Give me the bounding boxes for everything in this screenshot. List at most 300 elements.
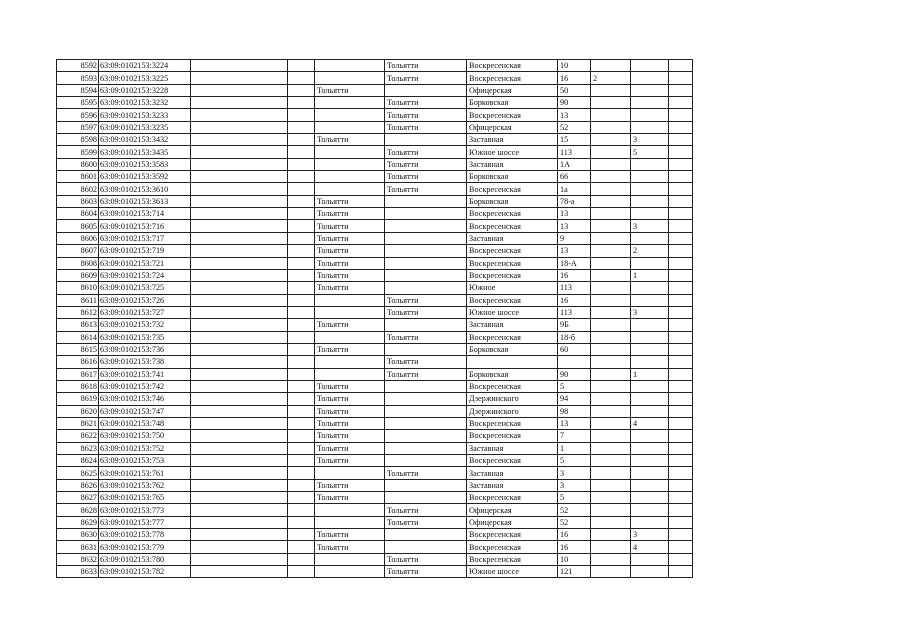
empty-cell-b — [288, 158, 315, 170]
table-row — [57, 97, 693, 109]
table-row — [57, 417, 693, 429]
apartment-cell — [631, 97, 669, 109]
city-cell-a — [315, 368, 385, 380]
city-cell-a — [315, 158, 385, 170]
apartment-cell — [631, 467, 669, 479]
street-cell: Заставная — [467, 158, 558, 170]
apartment-cell: 4 — [631, 417, 669, 429]
row-number-cell: 8621 — [57, 417, 99, 429]
cadastral-number-cell: 63:09:0102153:761 — [99, 467, 191, 479]
empty-cell-a — [191, 269, 288, 281]
apartment-cell — [631, 430, 669, 442]
empty-cell-a — [191, 232, 288, 244]
street-cell: Воскресенская — [467, 492, 558, 504]
row-number-cell: 8595 — [57, 97, 99, 109]
house-cell: 1а — [558, 183, 591, 195]
city-cell-b: Тольятти — [385, 356, 467, 368]
city-cell-b: Тольятти — [385, 146, 467, 158]
empty-cell-b — [288, 504, 315, 516]
cadastral-number-cell: 63:09:0102153:741 — [99, 368, 191, 380]
city-cell-a: Тольятти — [315, 393, 385, 405]
row-number-cell: 8620 — [57, 405, 99, 417]
empty-cell-b — [288, 331, 315, 343]
empty-cell-a — [191, 566, 288, 578]
house-cell — [558, 356, 591, 368]
building-cell — [591, 479, 631, 491]
city-cell-b — [385, 195, 467, 207]
cadastral-number-cell: 63:09:0102153:724 — [99, 269, 191, 281]
city-cell-b: Тольятти — [385, 504, 467, 516]
house-cell: 50 — [558, 84, 591, 96]
building-cell — [591, 417, 631, 429]
city-cell-a: Тольятти — [315, 380, 385, 392]
empty-cell-b — [288, 97, 315, 109]
city-cell-a — [315, 60, 385, 72]
apartment-cell: 3 — [631, 306, 669, 318]
trailing-empty-cell — [669, 430, 693, 442]
apartment-cell: 1 — [631, 269, 669, 281]
apartment-cell — [631, 442, 669, 454]
trailing-empty-cell — [669, 553, 693, 565]
city-cell-a — [315, 171, 385, 183]
building-cell — [591, 368, 631, 380]
trailing-empty-cell — [669, 343, 693, 355]
trailing-empty-cell — [669, 121, 693, 133]
cadastral-number-cell: 63:09:0102153:725 — [99, 282, 191, 294]
row-number-cell: 8597 — [57, 121, 99, 133]
house-cell: 13 — [558, 245, 591, 257]
cadastral-number-cell: 63:09:0102153:721 — [99, 257, 191, 269]
trailing-empty-cell — [669, 541, 693, 553]
cadastral-number-cell: 63:09:0102153:747 — [99, 405, 191, 417]
city-cell-b — [385, 541, 467, 553]
cadastral-number-cell: 63:09:0102153:3232 — [99, 97, 191, 109]
cadastral-number-cell: 63:09:0102153:748 — [99, 417, 191, 429]
apartment-cell: 5 — [631, 146, 669, 158]
trailing-empty-cell — [669, 467, 693, 479]
street-cell: Воскресенская — [467, 553, 558, 565]
row-number-cell: 8616 — [57, 356, 99, 368]
table-row — [57, 183, 693, 195]
row-number-cell: 8622 — [57, 430, 99, 442]
row-number-cell: 8631 — [57, 541, 99, 553]
city-cell-b — [385, 479, 467, 491]
city-cell-b — [385, 232, 467, 244]
apartment-cell — [631, 492, 669, 504]
trailing-empty-cell — [669, 529, 693, 541]
city-cell-a: Тольятти — [315, 195, 385, 207]
row-number-cell: 8603 — [57, 195, 99, 207]
trailing-empty-cell — [669, 566, 693, 578]
street-cell: Воскресенская — [467, 430, 558, 442]
table-row — [57, 529, 693, 541]
city-cell-a — [315, 72, 385, 84]
city-cell-a: Тольятти — [315, 479, 385, 491]
city-cell-a — [315, 121, 385, 133]
apartment-cell — [631, 121, 669, 133]
house-cell: 9 — [558, 232, 591, 244]
street-cell: Воскресенская — [467, 72, 558, 84]
empty-cell-b — [288, 195, 315, 207]
empty-cell-a — [191, 195, 288, 207]
table-row — [57, 368, 693, 380]
apartment-cell: 3 — [631, 220, 669, 232]
empty-cell-a — [191, 455, 288, 467]
trailing-empty-cell — [669, 356, 693, 368]
building-cell: 2 — [591, 72, 631, 84]
trailing-empty-cell — [669, 109, 693, 121]
cadastral-number-cell: 63:09:0102153:762 — [99, 479, 191, 491]
row-number-cell: 8596 — [57, 109, 99, 121]
building-cell — [591, 380, 631, 392]
house-cell: 16 — [558, 541, 591, 553]
building-cell — [591, 566, 631, 578]
apartment-cell — [631, 380, 669, 392]
house-cell: 3 — [558, 467, 591, 479]
table-row — [57, 380, 693, 392]
table-row — [57, 171, 693, 183]
city-cell-a: Тольятти — [315, 430, 385, 442]
table-row — [57, 245, 693, 257]
city-cell-b — [385, 417, 467, 429]
city-cell-b — [385, 442, 467, 454]
empty-cell-b — [288, 232, 315, 244]
building-cell — [591, 442, 631, 454]
trailing-empty-cell — [669, 455, 693, 467]
cadastral-number-cell: 63:09:0102153:3233 — [99, 109, 191, 121]
trailing-empty-cell — [669, 84, 693, 96]
empty-cell-b — [288, 516, 315, 528]
apartment-cell — [631, 319, 669, 331]
empty-cell-b — [288, 566, 315, 578]
apartment-cell — [631, 504, 669, 516]
trailing-empty-cell — [669, 405, 693, 417]
table-row — [57, 208, 693, 220]
apartment-cell — [631, 109, 669, 121]
cadastral-number-cell: 63:09:0102153:732 — [99, 319, 191, 331]
table-row — [57, 306, 693, 318]
table-row — [57, 331, 693, 343]
house-cell: 94 — [558, 393, 591, 405]
city-cell-b: Тольятти — [385, 516, 467, 528]
house-cell: 78-а — [558, 195, 591, 207]
city-cell-b: Тольятти — [385, 158, 467, 170]
trailing-empty-cell — [669, 60, 693, 72]
register-table — [56, 59, 693, 578]
building-cell — [591, 331, 631, 343]
empty-cell-a — [191, 146, 288, 158]
row-number-cell: 8602 — [57, 183, 99, 195]
city-cell-a: Тольятти — [315, 492, 385, 504]
house-cell: 1 — [558, 442, 591, 454]
table-body — [57, 60, 693, 578]
apartment-cell — [631, 195, 669, 207]
city-cell-a — [315, 356, 385, 368]
empty-cell-a — [191, 208, 288, 220]
street-cell: Воскресенская — [467, 257, 558, 269]
empty-cell-a — [191, 417, 288, 429]
cadastral-number-cell: 63:09:0102153:3583 — [99, 158, 191, 170]
table-row — [57, 269, 693, 281]
table-row — [57, 84, 693, 96]
building-cell — [591, 553, 631, 565]
empty-cell-a — [191, 393, 288, 405]
city-cell-a — [315, 97, 385, 109]
cadastral-number-cell: 63:09:0102153:726 — [99, 294, 191, 306]
house-cell: 13 — [558, 208, 591, 220]
table-row — [57, 72, 693, 84]
house-cell: 18-б — [558, 331, 591, 343]
cadastral-number-cell: 63:09:0102153:3435 — [99, 146, 191, 158]
cadastral-number-cell: 63:09:0102153:735 — [99, 331, 191, 343]
empty-cell-a — [191, 516, 288, 528]
empty-cell-b — [288, 405, 315, 417]
empty-cell-b — [288, 220, 315, 232]
building-cell — [591, 158, 631, 170]
building-cell — [591, 257, 631, 269]
house-cell: 90 — [558, 97, 591, 109]
empty-cell-b — [288, 208, 315, 220]
empty-cell-b — [288, 479, 315, 491]
table-row — [57, 393, 693, 405]
city-cell-b — [385, 380, 467, 392]
apartment-cell — [631, 294, 669, 306]
row-number-cell: 8626 — [57, 479, 99, 491]
city-cell-b — [385, 84, 467, 96]
apartment-cell — [631, 72, 669, 84]
street-cell: Офицерская — [467, 121, 558, 133]
row-number-cell: 8624 — [57, 455, 99, 467]
cadastral-number-cell: 63:09:0102153:782 — [99, 566, 191, 578]
row-number-cell: 8605 — [57, 220, 99, 232]
city-cell-a: Тольятти — [315, 282, 385, 294]
apartment-cell: 3 — [631, 529, 669, 541]
empty-cell-b — [288, 417, 315, 429]
cadastral-number-cell: 63:09:0102153:714 — [99, 208, 191, 220]
city-cell-b: Тольятти — [385, 294, 467, 306]
house-cell: 15 — [558, 134, 591, 146]
city-cell-a: Тольятти — [315, 455, 385, 467]
street-cell: Борковская — [467, 368, 558, 380]
house-cell: 16 — [558, 269, 591, 281]
street-cell: Борковская — [467, 171, 558, 183]
row-number-cell: 8632 — [57, 553, 99, 565]
empty-cell-a — [191, 158, 288, 170]
table-row — [57, 109, 693, 121]
street-cell: Воскресенская — [467, 60, 558, 72]
empty-cell-a — [191, 294, 288, 306]
city-cell-b: Тольятти — [385, 72, 467, 84]
city-cell-a — [315, 109, 385, 121]
house-cell: 1А — [558, 158, 591, 170]
building-cell — [591, 146, 631, 158]
city-cell-a: Тольятти — [315, 220, 385, 232]
apartment-cell — [631, 183, 669, 195]
house-cell: 98 — [558, 405, 591, 417]
cadastral-number-cell: 63:09:0102153:719 — [99, 245, 191, 257]
street-cell: Воскресенская — [467, 529, 558, 541]
city-cell-a: Тольятти — [315, 529, 385, 541]
city-cell-b: Тольятти — [385, 331, 467, 343]
house-cell: 13 — [558, 220, 591, 232]
city-cell-b — [385, 405, 467, 417]
cadastral-number-cell: 63:09:0102153:3225 — [99, 72, 191, 84]
trailing-empty-cell — [669, 319, 693, 331]
house-cell: 13 — [558, 109, 591, 121]
city-cell-a — [315, 566, 385, 578]
row-number-cell: 8633 — [57, 566, 99, 578]
city-cell-b — [385, 529, 467, 541]
empty-cell-b — [288, 306, 315, 318]
building-cell — [591, 405, 631, 417]
building-cell — [591, 121, 631, 133]
building-cell — [591, 343, 631, 355]
apartment-cell — [631, 158, 669, 170]
city-cell-b — [385, 269, 467, 281]
city-cell-b — [385, 430, 467, 442]
apartment-cell — [631, 232, 669, 244]
empty-cell-a — [191, 380, 288, 392]
row-number-cell: 8618 — [57, 380, 99, 392]
street-cell: Воскресенская — [467, 380, 558, 392]
empty-cell-a — [191, 183, 288, 195]
empty-cell-b — [288, 146, 315, 158]
row-number-cell: 8608 — [57, 257, 99, 269]
street-cell: Заставная — [467, 442, 558, 454]
apartment-cell — [631, 257, 669, 269]
city-cell-a — [315, 504, 385, 516]
trailing-empty-cell — [669, 220, 693, 232]
street-cell: Борковская — [467, 343, 558, 355]
street-cell: Воскресенская — [467, 294, 558, 306]
trailing-empty-cell — [669, 492, 693, 504]
building-cell — [591, 356, 631, 368]
street-cell: Южное шоссе — [467, 306, 558, 318]
building-cell — [591, 504, 631, 516]
empty-cell-b — [288, 121, 315, 133]
city-cell-b — [385, 245, 467, 257]
trailing-empty-cell — [669, 72, 693, 84]
cadastral-number-cell: 63:09:0102153:765 — [99, 492, 191, 504]
apartment-cell — [631, 566, 669, 578]
city-cell-a: Тольятти — [315, 343, 385, 355]
house-cell: 5 — [558, 492, 591, 504]
cadastral-number-cell: 63:09:0102153:773 — [99, 504, 191, 516]
trailing-empty-cell — [669, 479, 693, 491]
apartment-cell: 2 — [631, 245, 669, 257]
row-number-cell: 8598 — [57, 134, 99, 146]
table-row — [57, 516, 693, 528]
empty-cell-a — [191, 121, 288, 133]
row-number-cell: 8610 — [57, 282, 99, 294]
trailing-empty-cell — [669, 171, 693, 183]
trailing-empty-cell — [669, 393, 693, 405]
city-cell-a — [315, 183, 385, 195]
row-number-cell: 8629 — [57, 516, 99, 528]
empty-cell-a — [191, 60, 288, 72]
row-number-cell: 8592 — [57, 60, 99, 72]
building-cell — [591, 319, 631, 331]
city-cell-a: Тольятти — [315, 319, 385, 331]
building-cell — [591, 208, 631, 220]
city-cell-b: Тольятти — [385, 306, 467, 318]
cadastral-number-cell: 63:09:0102153:3613 — [99, 195, 191, 207]
city-cell-b — [385, 282, 467, 294]
street-cell: Дзержинского — [467, 405, 558, 417]
street-cell: Воскресенская — [467, 455, 558, 467]
apartment-cell — [631, 84, 669, 96]
row-number-cell: 8607 — [57, 245, 99, 257]
street-cell: Заставная — [467, 134, 558, 146]
apartment-cell — [631, 282, 669, 294]
cadastral-number-cell: 63:09:0102153:3228 — [99, 84, 191, 96]
building-cell — [591, 97, 631, 109]
city-cell-a: Тольятти — [315, 269, 385, 281]
house-cell: 113 — [558, 146, 591, 158]
trailing-empty-cell — [669, 269, 693, 281]
trailing-empty-cell — [669, 282, 693, 294]
table-row — [57, 257, 693, 269]
cadastral-number-cell: 63:09:0102153:3432 — [99, 134, 191, 146]
table-row — [57, 319, 693, 331]
row-number-cell: 8609 — [57, 269, 99, 281]
empty-cell-a — [191, 282, 288, 294]
trailing-empty-cell — [669, 504, 693, 516]
building-cell — [591, 541, 631, 553]
empty-cell-a — [191, 479, 288, 491]
city-cell-b — [385, 492, 467, 504]
row-number-cell: 8625 — [57, 467, 99, 479]
cadastral-number-cell: 63:09:0102153:716 — [99, 220, 191, 232]
empty-cell-a — [191, 72, 288, 84]
trailing-empty-cell — [669, 232, 693, 244]
empty-cell-b — [288, 84, 315, 96]
row-number-cell: 8612 — [57, 306, 99, 318]
house-cell: 5 — [558, 380, 591, 392]
empty-cell-a — [191, 319, 288, 331]
empty-cell-b — [288, 467, 315, 479]
empty-cell-a — [191, 97, 288, 109]
city-cell-b: Тольятти — [385, 467, 467, 479]
empty-cell-b — [288, 269, 315, 281]
building-cell — [591, 60, 631, 72]
row-number-cell: 8627 — [57, 492, 99, 504]
city-cell-b — [385, 455, 467, 467]
apartment-cell — [631, 553, 669, 565]
cadastral-number-cell: 63:09:0102153:752 — [99, 442, 191, 454]
house-cell: 60 — [558, 343, 591, 355]
city-cell-b — [385, 134, 467, 146]
house-cell: 113 — [558, 306, 591, 318]
city-cell-b: Тольятти — [385, 183, 467, 195]
trailing-empty-cell — [669, 257, 693, 269]
cadastral-number-cell: 63:09:0102153:746 — [99, 393, 191, 405]
building-cell — [591, 529, 631, 541]
empty-cell-b — [288, 282, 315, 294]
cadastral-number-cell: 63:09:0102153:780 — [99, 553, 191, 565]
house-cell: 13 — [558, 417, 591, 429]
table-row — [57, 492, 693, 504]
city-cell-a — [315, 146, 385, 158]
house-cell: 3 — [558, 479, 591, 491]
empty-cell-b — [288, 319, 315, 331]
table-row — [57, 405, 693, 417]
building-cell — [591, 183, 631, 195]
cadastral-number-cell: 63:09:0102153:778 — [99, 529, 191, 541]
empty-cell-b — [288, 60, 315, 72]
city-cell-b — [385, 343, 467, 355]
city-cell-b — [385, 319, 467, 331]
